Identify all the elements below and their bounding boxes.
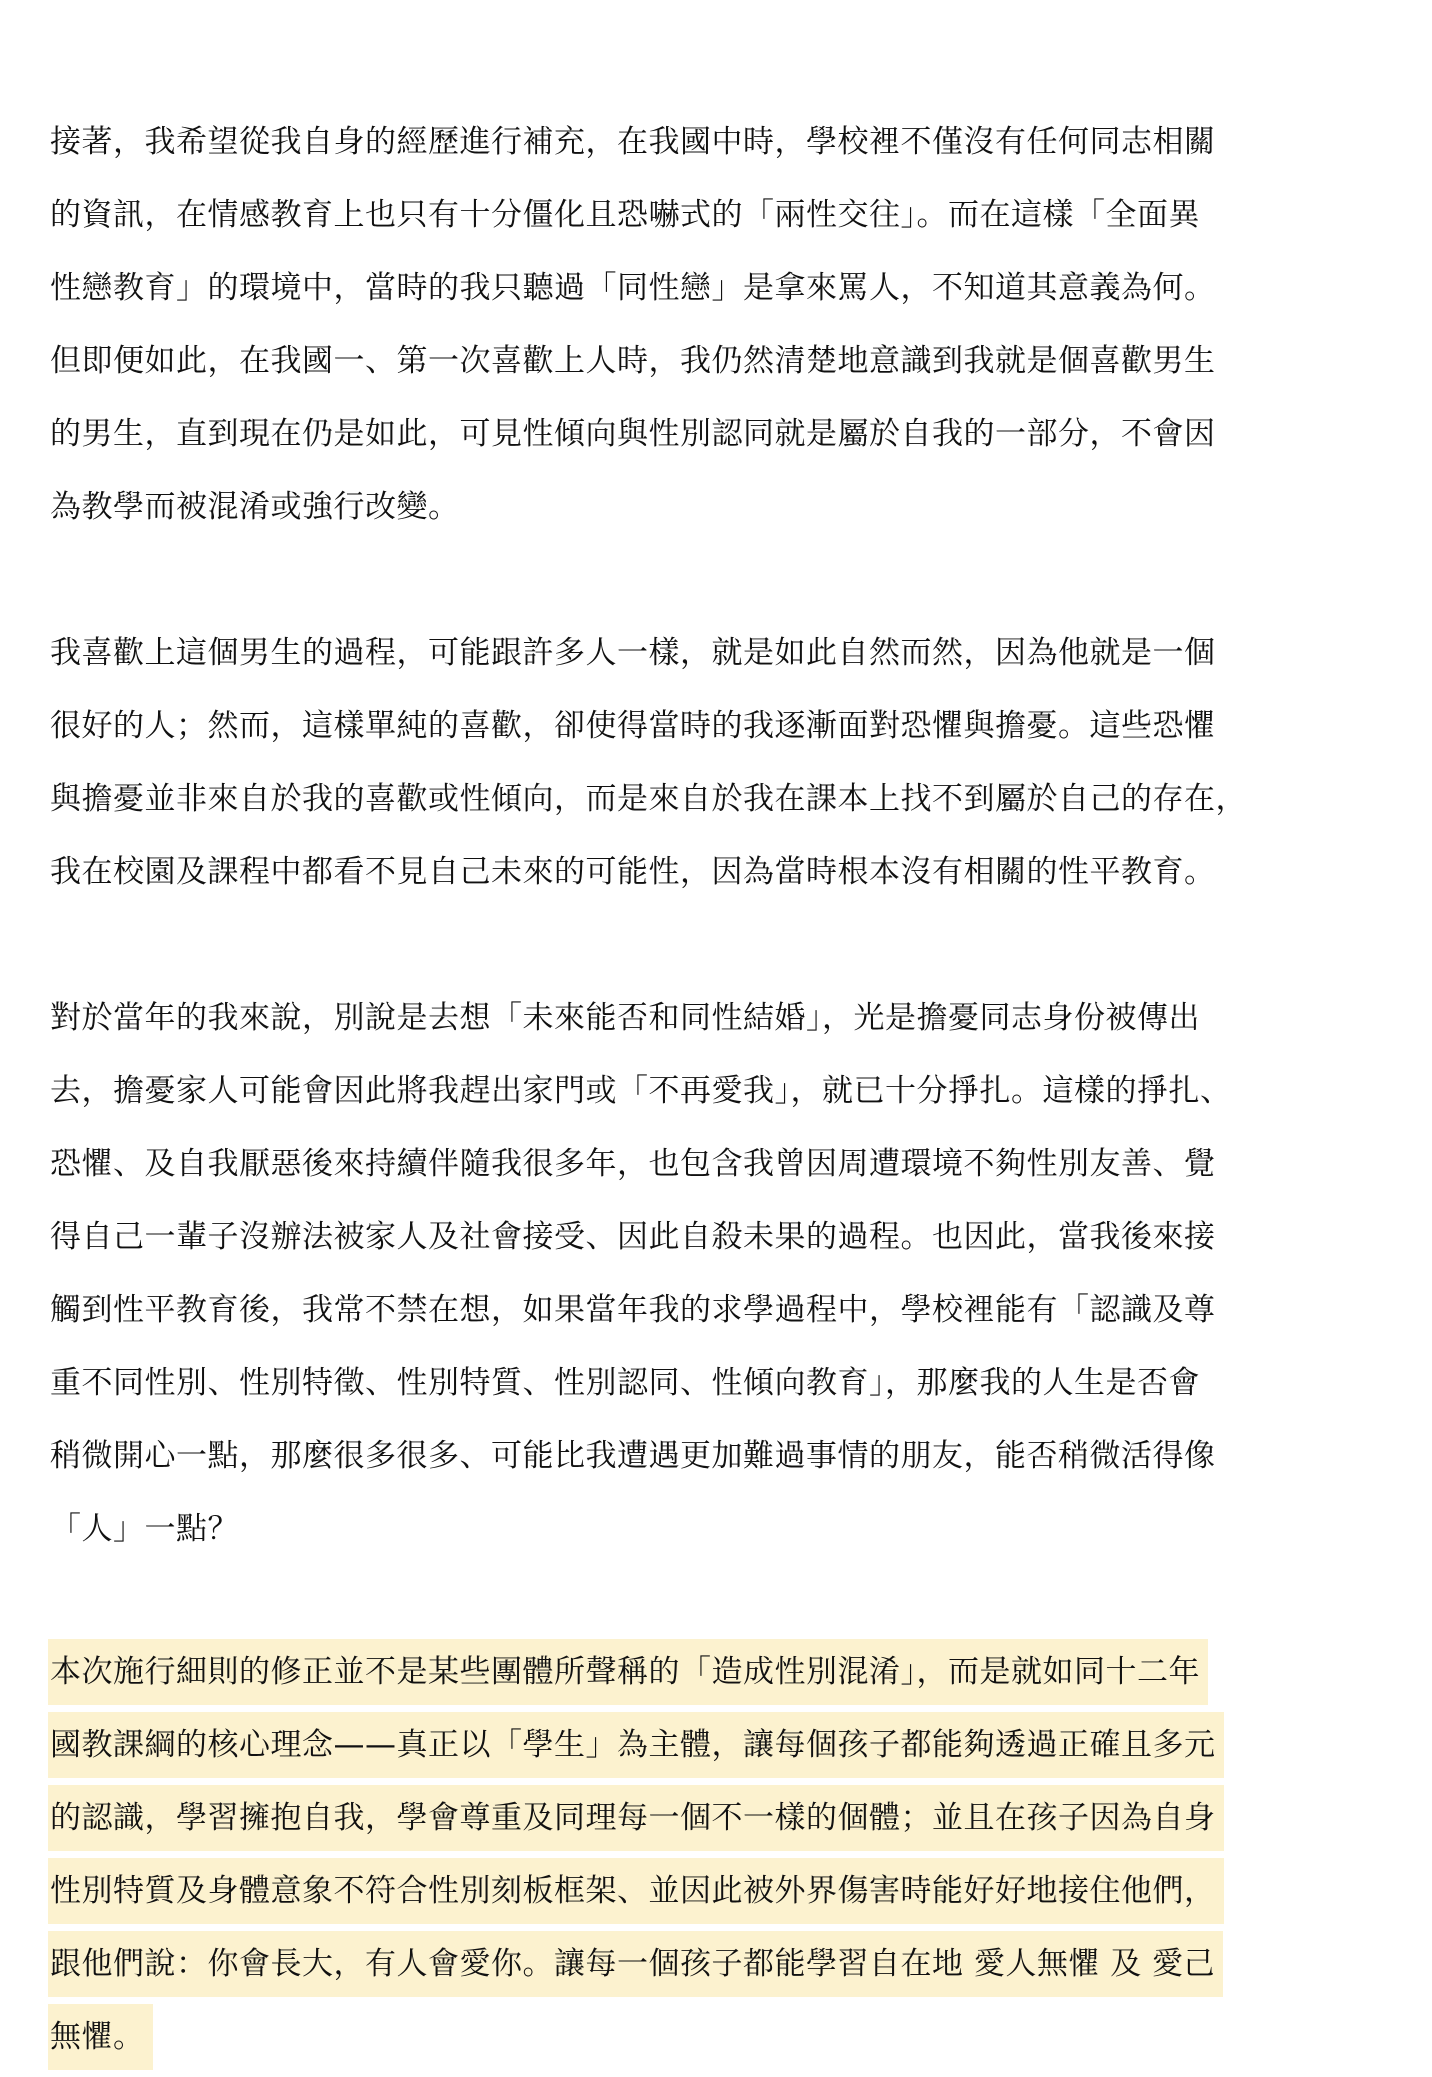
text-line: 我喜歡上這個男生的過程，可能跟許多人一樣，就是如此自然而然，因為他就是一個 (50, 635, 1216, 671)
highlighted-text-line: 本次施行細則的修正並不是某些團體所聲稱的「造成性別混淆」，而是就如同十二年 (48, 1639, 1208, 1705)
text-line: 接著，我希望從我自身的經歷進行補充，在我國中時，學校裡不僅沒有任何同志相關 (50, 124, 1216, 160)
text-line: 但即便如此，在我國一、第一次喜歡上人時，我仍然清楚地意識到我就是個喜歡男生 (50, 343, 1216, 379)
text-line: 為教學而被混淆或強行改變。 (50, 489, 460, 525)
text-line: 恐懼、及自我厭惡後來持續伴隨我很多年，也包含我曾因周遭環境不夠性別友善、覺 (50, 1146, 1216, 1182)
text-line: 與擔憂並非來自於我的喜歡或性傾向，而是來自於我在課本上找不到屬於自己的存在， (50, 781, 1247, 817)
text-line: 重不同性別、性別特徵、性別特質、性別認同、性傾向教育」，那麼我的人生是否會 (50, 1365, 1200, 1401)
text-line: 的男生，直到現在仍是如此，可見性傾向與性別認同就是屬於自我的一部分，不會因 (50, 416, 1216, 452)
paragraph-spacer (50, 909, 1410, 982)
paragraph-2 (50, 617, 1410, 909)
text-line: 性戀教育」的環境中，當時的我只聽過「同性戀」是拿來罵人，不知道其意義為何。 (50, 270, 1216, 306)
paragraph-spacer (50, 544, 1410, 617)
text-line: 得自己一輩子沒辦法被家人及社會接受、因此自殺未果的過程。也因此，當我後來接 (50, 1219, 1216, 1255)
text-line: 的資訊，在情感教育上也只有十分僵化且恐嚇式的「兩性交往」。而在這樣「全面異 (50, 197, 1200, 233)
text-line: 「人」一點？ (50, 1511, 239, 1547)
text-line: 稍微開心一點，那麼很多很多、可能比我遭遇更加難過事情的朋友，能否稍微活得像 (50, 1438, 1216, 1474)
text-line: 對於當年的我來說，別說是去想「未來能否和同性結婚」，光是擔憂同志身份被傳出 (50, 1000, 1200, 1036)
paragraph-4-highlighted (50, 1639, 1410, 2077)
text-line: 我在校園及課程中都看不見自己未來的可能性，因為當時根本沒有相關的性平教育。 (50, 854, 1216, 890)
paragraph-3 (50, 982, 1410, 1566)
text-line: 很好的人；然而，這樣單純的喜歡，卻使得當時的我逐漸面對恐懼與擔憂。這些恐懼 (50, 708, 1216, 744)
text-line: 觸到性平教育後，我常不禁在想，如果當年我的求學過程中，學校裡能有「認識及尊 (50, 1292, 1216, 1328)
paragraph-1 (50, 106, 1410, 544)
highlighted-text-line: 無懼。 (48, 2004, 153, 2070)
text-line: 去，擔憂家人可能會因此將我趕出家門或「不再愛我」，就已十分掙扎。這樣的掙扎、 (50, 1073, 1232, 1109)
paragraph-spacer (50, 1566, 1410, 1639)
highlighted-text-line: 的認識，學習擁抱自我，學會尊重及同理每一個不一樣的個體；並且在孩子因為自身 (48, 1785, 1224, 1851)
highlighted-text-line: 國教課綱的核心理念——真正以「學生」為主體，讓每個孩子都能夠透過正確且多元 (48, 1712, 1224, 1778)
highlighted-text-line: 跟他們說：你會長大，有人會愛你。讓每一個孩子都能學習自在地 愛人無懼 及 愛己 (48, 1931, 1223, 1997)
document-body (50, 106, 1410, 2077)
highlighted-text-line: 性別特質及身體意象不符合性別刻板框架、並因此被外界傷害時能好好地接住他們， (48, 1858, 1224, 1924)
